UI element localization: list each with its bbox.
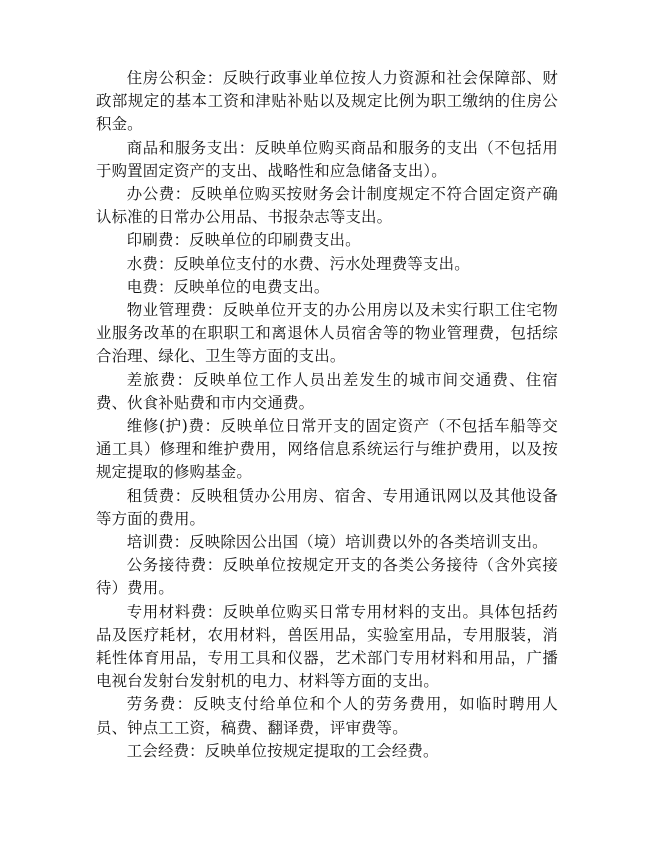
paragraph-special-materials: 专用材料费：反映单位购买日常专用材料的支出。具体包括药品及医疗耗材，农用材料，兽医用品，实验室用品，专用服装，消耗性体育用品，专用工具和仪器，艺术部门专用材料和用品，广播电视台发射台发射机的电力、材料等方面的支出。: [96, 602, 558, 691]
paragraph-training: 培训费：反映除因公出国（境）培训费以外的各类培训支出。: [126, 533, 548, 552]
paragraph-travel: 差旅费：反映单位工作人员出差发生的城市间交通费、住宿费、伙食补贴费和市内交通费。: [96, 370, 558, 412]
paragraph-union-funds: 工会经费：反映单位按规定提取的工会经费。: [126, 741, 439, 760]
paragraph-goods-services: 商品和服务支出：反映单位购买商品和服务的支出（不包括用于购置固定资产的支出、战略性和应急储备支出）。: [96, 138, 558, 180]
paragraph-labor-fees: 劳务费：反映支付给单位和个人的劳务费用，如临时聘用人员、钟点工工资，稿费、翻译费，评审费等。: [96, 695, 558, 737]
paragraph-rental: 租赁费：反映租赁办公用房、宿舍、专用通讯网以及其他设备等方面的费用。: [96, 486, 558, 528]
paragraph-official-reception: 公务接待费：反映单位按规定开支的各类公务接待（含外宾接待）费用。: [96, 556, 558, 598]
paragraph-office-expenses: 办公费：反映单位购买按财务会计制度规定不符合固定资产确认标准的日常办公用品、书报杂志等支出。: [96, 185, 558, 227]
paragraph-printing: 印刷费：反映单位的印刷费支出。: [126, 231, 361, 250]
paragraph-water: 水费：反映单位支付的水费、污水处理费等支出。: [126, 254, 470, 273]
paragraph-maintenance: 维修(护)费：反映单位日常开支的固定资产（不包括车船等交通工具）修理和维护费用，网络信息系统运行与维护费用，以及按规定提取的修购基金。: [96, 417, 558, 482]
paragraph-electricity: 电费：反映单位的电费支出。: [126, 277, 330, 296]
paragraph-property-management: 物业管理费：反映单位开支的办公用房以及未实行职工住宅物业服务改革的在职职工和离退休人员宿舍等的物业管理费，包括综合治理、绿化、卫生等方面的支出。: [96, 301, 558, 366]
paragraph-housing-fund: 住房公积金：反映行政事业单位按人力资源和社会保障部、财政部规定的基本工资和津贴补贴以及规定比例为职工缴纳的住房公积金。: [96, 69, 558, 134]
document-page: [96, 67, 558, 763]
